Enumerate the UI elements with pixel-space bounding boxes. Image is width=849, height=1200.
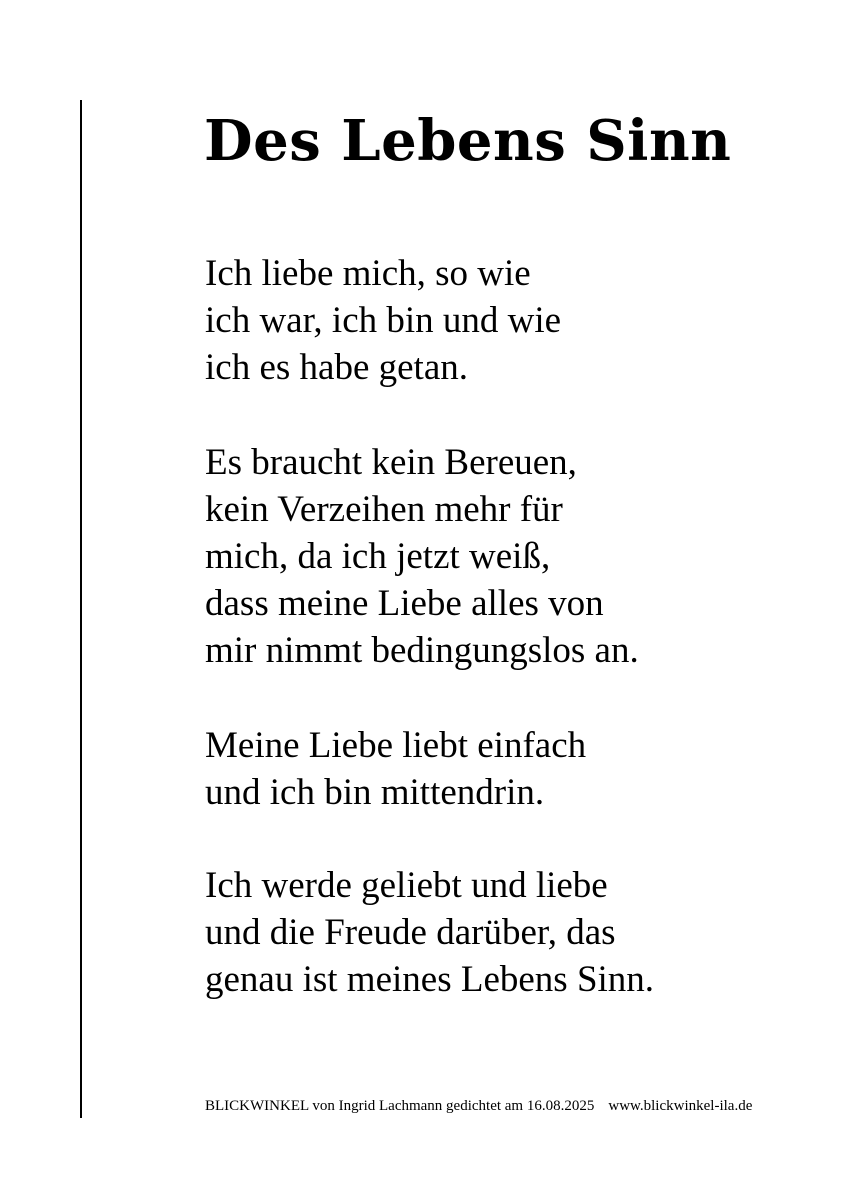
footer-credit: BLICKWINKEL von Ingrid Lachmann gedichtet am 16.08.2025 <box>205 1098 595 1114</box>
footer <box>205 1096 752 1116</box>
margin-rule <box>80 100 82 1118</box>
poem-line: mir nimmt bedingungslos an. <box>205 630 639 671</box>
poem-line: dass meine Liebe alles von <box>205 583 604 624</box>
poem-line: Es braucht kein Bereuen, <box>205 442 577 483</box>
poem-line: ich es habe getan. <box>205 347 468 388</box>
poem-line: mich, da ich jetzt weiß, <box>205 536 551 577</box>
poem-line: und die Freude darüber, das <box>205 912 616 953</box>
footer-website[interactable]: www.blickwinkel-ila.de <box>608 1098 753 1114</box>
poem-line: Ich liebe mich, so wie <box>205 253 531 294</box>
poem-line: genau ist meines Lebens Sinn. <box>205 959 655 1000</box>
poem-line: kein Verzeihen mehr für <box>205 489 563 530</box>
poem-line: Meine Liebe liebt einfach <box>205 725 587 766</box>
stanza-1 <box>205 250 561 391</box>
stanza-2 <box>205 439 639 674</box>
stanza-3 <box>205 722 586 816</box>
poem-line: und ich bin mittendrin. <box>205 772 545 813</box>
stanza-4 <box>205 862 654 1003</box>
poem-line: ich war, ich bin und wie <box>205 300 562 341</box>
poem-title: Des Lebens Sinn <box>204 108 732 174</box>
poem-line: Ich werde geliebt und liebe <box>205 865 608 906</box>
